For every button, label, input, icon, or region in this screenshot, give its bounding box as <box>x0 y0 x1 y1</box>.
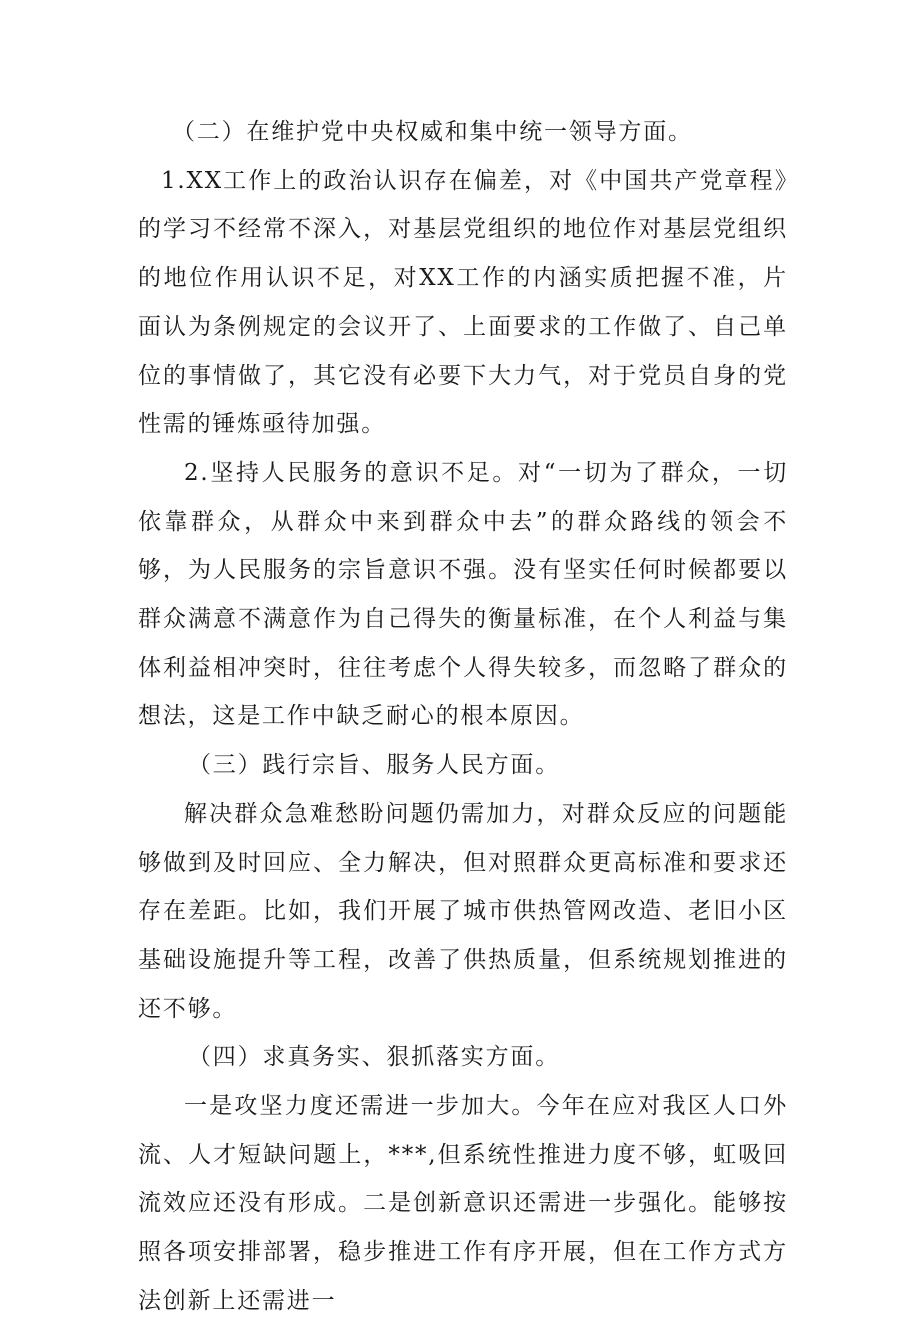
section-heading-3: （三）践行宗旨、服务人民方面。 <box>188 752 560 779</box>
document-body <box>138 108 788 1326</box>
paragraph-2-2: 2.坚持人民服务的意识不足。对“一切为了群众，一切依靠群众，从群众中来到群众中去”的群众路线的领会不够，为人民服务的宗旨意识不强。没有坚实任何时候都要以群众满意不满意作为自己得失的衡量标准，在个人利益与集体利益相冲突时，往往考虑个人得失较多，而忽略了群众的想法，这是工作中缺乏耐心的根本原因。 <box>138 459 788 730</box>
section-heading-4: （四）求真务实、狠抓落实方面。 <box>188 1044 560 1071</box>
paragraph-4-1: 一是攻坚力度还需进一步加大。今年在应对我区人口外流、人才短缺问题上，***,但系统性推进力度不够，虹吸回流效应还没有形成。二是创新意识还需进一步强化。能够按照各项安排部署，稳步推进工作有序开展，但在工作方式方法创新上还需进一 <box>138 1093 788 1314</box>
section-heading-2: （二）在维护党中央权威和集中统一领导方面。 <box>172 119 693 145</box>
paragraph-2-1: 1.XX工作上的政治认识存在偏差，对《中国共产党章程》的学习不经常不深入，对基层党组织的地位作对基层党组织的地位作用认识不足，对XX工作的内涵实质把握不准，片面认为条例规定的会议开了、上面要求的工作做了、自己单位的事情做了，其它没有必要下大力气，对于党员自身的党性需的锤炼亟待加强。 <box>138 167 788 438</box>
paragraph-3-1: 解决群众急难愁盼问题仍需加力，对群众反应的问题能够做到及时回应、全力解决，但对照群众更高标准和要求还存在差距。比如，我们开展了城市供热管网改造、老旧小区基础设施提升等工程，改善了供热质量，但系统规划推进的还不够。 <box>138 800 788 1022</box>
